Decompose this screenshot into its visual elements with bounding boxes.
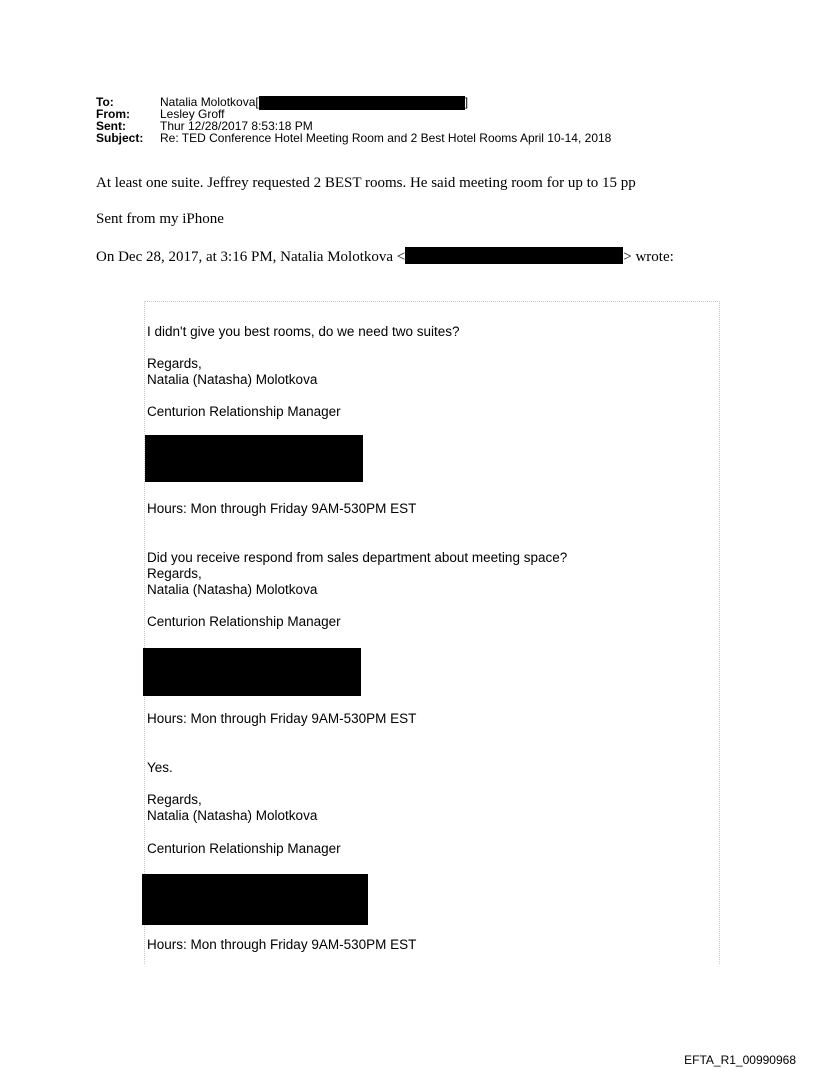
signature-title-3: Centurion Relationship Manager xyxy=(147,841,341,856)
subject-label: Subject: xyxy=(96,131,144,145)
quote-intro xyxy=(96,247,674,266)
quoted-msg-1: I didn't give you best rooms, do we need two suites? xyxy=(147,324,460,339)
reply-line-1: At least one suite. Jeffrey requested 2 BEST rooms. He said meeting room for up to 15 pp xyxy=(96,175,636,191)
sent-value: Thur 12/28/2017 8:53:18 PM xyxy=(160,119,313,133)
to-close-bracket: ] xyxy=(464,95,469,109)
quoted-msg-2: Did you receive respond from sales department about meeting space? xyxy=(147,550,568,565)
subject-row xyxy=(96,132,611,144)
sent-label: Sent: xyxy=(96,119,126,133)
signature-name-1: Natalia (Natasha) Molotkova xyxy=(147,372,318,387)
quote-intro-suffix: > wrote: xyxy=(623,249,674,265)
regards-2: Regards, xyxy=(147,566,202,581)
signature-name-2: Natalia (Natasha) Molotkova xyxy=(147,582,318,597)
redaction-block xyxy=(405,247,623,264)
to-name: Natalia Molotkova[ xyxy=(160,95,259,109)
regards-3: Regards, xyxy=(147,792,202,807)
regards-1: Regards, xyxy=(147,356,202,371)
signature-name-3: Natalia (Natasha) Molotkova xyxy=(147,808,318,823)
redaction-block xyxy=(143,648,361,696)
redaction-block xyxy=(259,96,465,110)
reply-signature: Sent from my iPhone xyxy=(96,211,224,227)
subject-value: Re: TED Conference Hotel Meeting Room and 2 Best Hotel Rooms April 10-14, 2018 xyxy=(160,131,612,145)
quoted-msg-3: Yes. xyxy=(147,760,173,775)
hours-1: Hours: Mon through Friday 9AM-530PM EST xyxy=(147,501,417,516)
quote-intro-prefix: On Dec 28, 2017, at 3:16 PM, Natalia Molotkova < xyxy=(96,249,406,265)
signature-title-2: Centurion Relationship Manager xyxy=(147,614,341,629)
quoted-message-box xyxy=(144,301,720,964)
signature-title-1: Centurion Relationship Manager xyxy=(147,404,341,419)
to-label: To: xyxy=(96,95,114,109)
redaction-block xyxy=(145,435,363,482)
from-label: From: xyxy=(96,107,130,121)
redaction-block xyxy=(142,874,368,925)
from-value: Lesley Groff xyxy=(160,107,225,121)
email-header xyxy=(96,96,611,144)
document-id: EFTA_R1_00990968 xyxy=(684,1053,796,1067)
hours-2: Hours: Mon through Friday 9AM-530PM EST xyxy=(147,711,417,726)
hours-3: Hours: Mon through Friday 9AM-530PM EST xyxy=(147,937,417,952)
